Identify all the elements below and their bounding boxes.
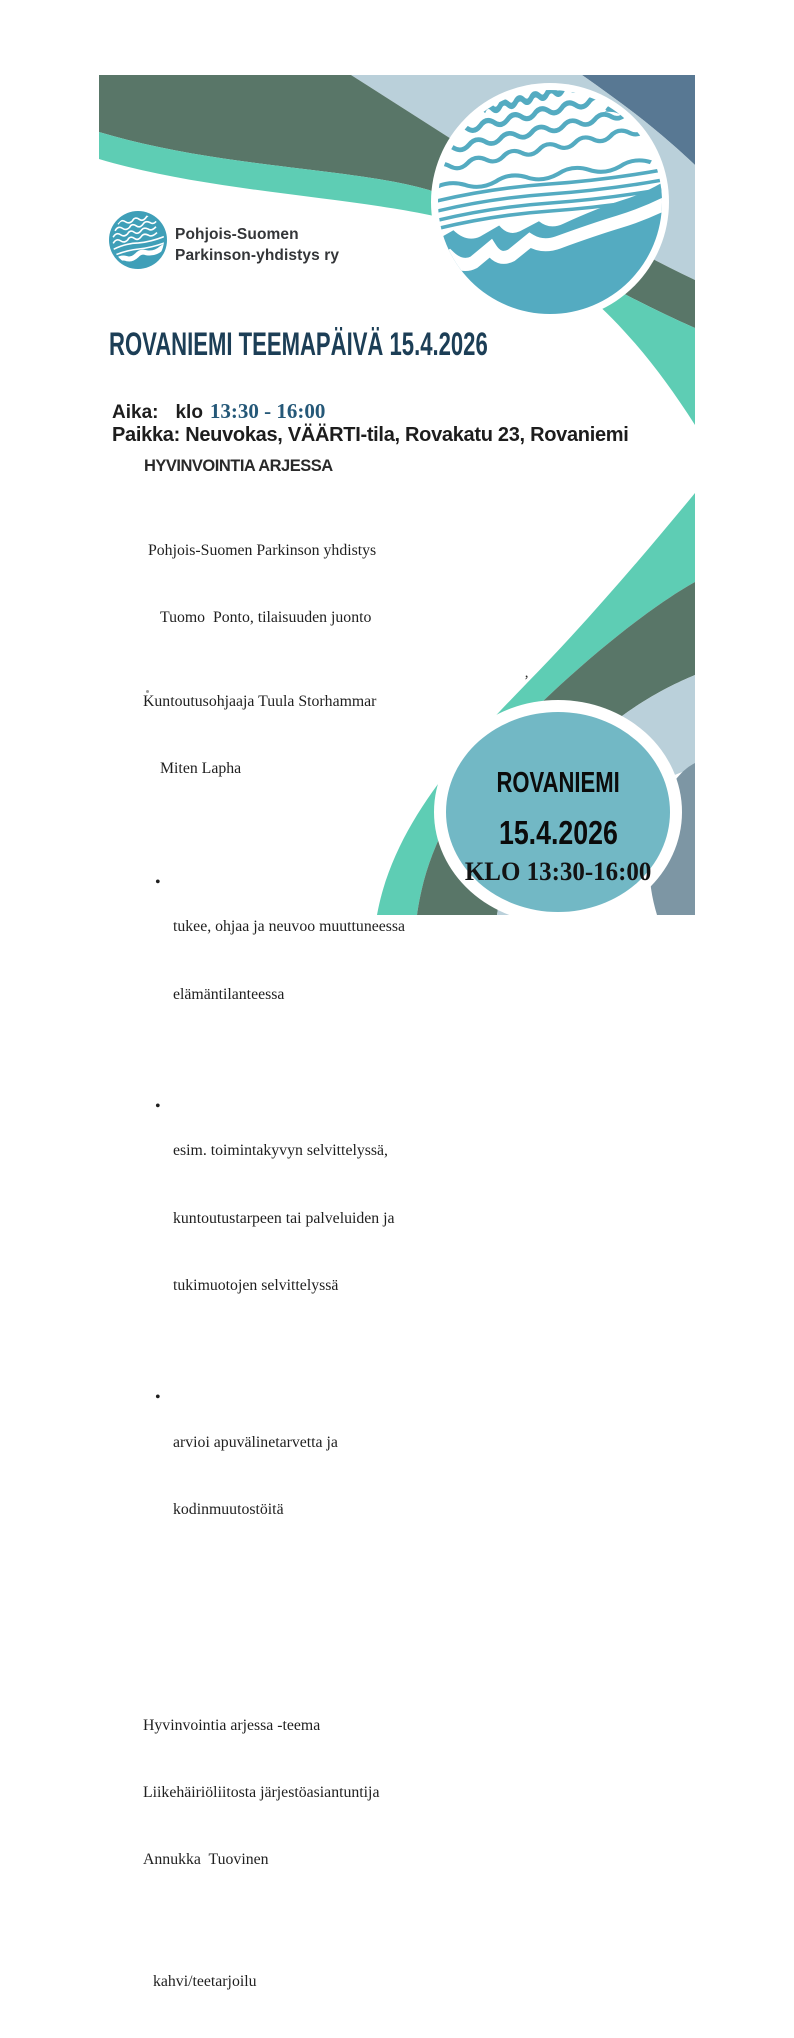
stray-dot (146, 690, 149, 693)
org-logo-icon (107, 211, 172, 269)
program-bullet: • esim. toimintakyvyn selvittelyssä, kuntoutustarpeen tai palveluiden ja tukimuotojen selvittelyssä (143, 1096, 473, 1342)
program-bullet: • arvioi apuvälinetarvetta ja kodinmuutostöitä (143, 1387, 473, 1566)
time-row (112, 399, 325, 425)
badge-date: 15.4.2026 (498, 814, 618, 851)
stray-mark: ’ (524, 673, 529, 689)
program-list (143, 495, 473, 2038)
time-label: Aika: (112, 402, 159, 423)
program-closing: Hyvinvointia arjessa -teema Liikehäiriöliitosta järjestöasiantuntija Annukka Tuovinen (143, 1716, 380, 1868)
place-label: Paikka: (112, 424, 180, 446)
time-prefix: klo (175, 402, 203, 423)
org-name (175, 224, 339, 266)
org-name-line2: Parkinson-yhdistys ry (175, 247, 340, 264)
badge-city: ROVANIEMI (496, 767, 620, 799)
program-bullets (143, 827, 473, 1611)
program-host-line: Tuomo Ponto, tilaisuuden juonto (160, 609, 372, 627)
page-title: ROVANIEMI TEEMAPÄIVÄ 15.4.2026 (109, 326, 488, 362)
place-value: Neuvokas, VÄÄRTI-tila, Rovakatu 23, Rovaniemi (179, 424, 629, 446)
event-poster (99, 75, 695, 1990)
event-badge (438, 767, 678, 888)
org-name-line1: Pohjois-Suomen (175, 226, 299, 243)
place-row (112, 423, 629, 447)
refreshments-note: kahvi/teetarjoilu (153, 1973, 257, 1990)
time-value: 13:30 - 16:00 (209, 399, 326, 423)
program-bullet: • tukee, ohjaa ja neuvoo muuttuneessa elämäntilanteessa (143, 872, 473, 1051)
theme-heading: HYVINVOINTIA ARJESSA (144, 457, 333, 475)
program-speaker: Kuntoutusohjaaja Tuula Storhammar (143, 693, 377, 711)
program-topic: Miten Lapha (160, 760, 242, 778)
program-host-org: Pohjois-Suomen Parkinson yhdistys (148, 541, 377, 559)
badge-time: KLO 13:30-16:00 (464, 857, 652, 886)
